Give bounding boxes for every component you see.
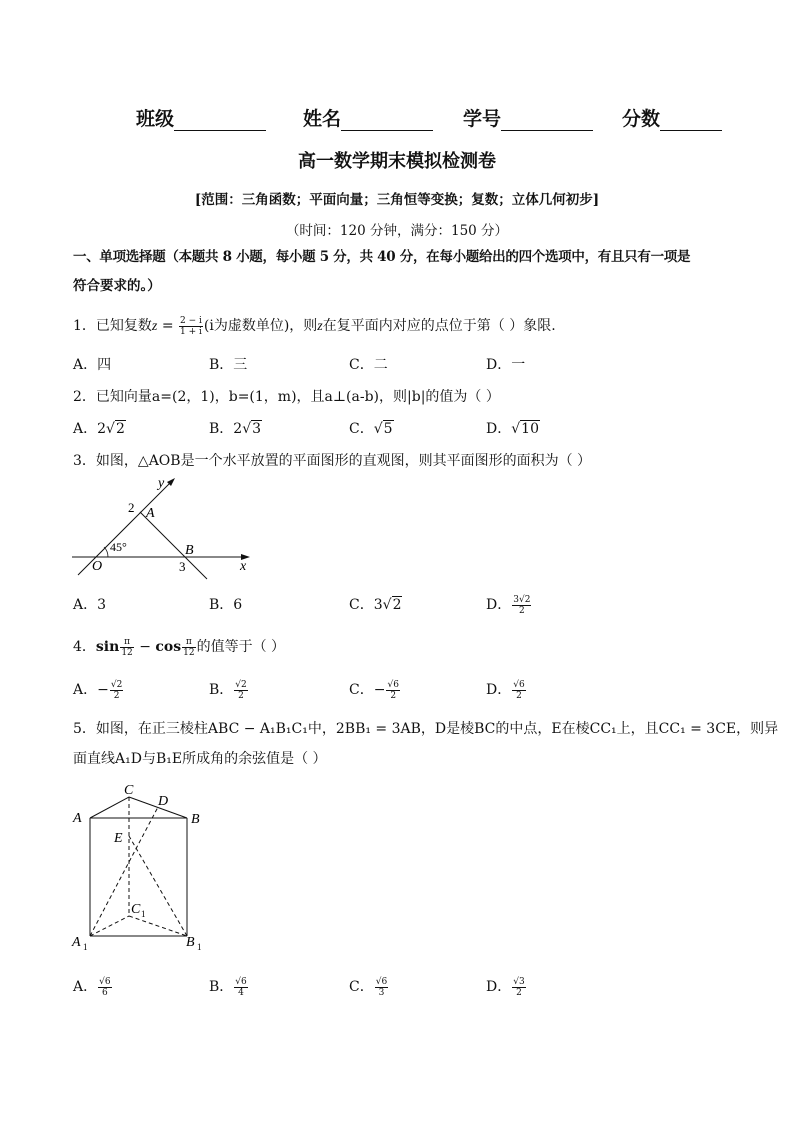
question-3 (73, 450, 733, 472)
q5-option-d-den: 2 (516, 987, 522, 998)
q4-option-b-den: 2 (238, 690, 244, 701)
q4-text: 的值等于（ ） (196, 639, 286, 655)
q2-option-a-sqrt: √2 (106, 421, 125, 437)
q4-cos: cos (155, 639, 182, 655)
q1-var-z2: z (317, 319, 323, 334)
q1-option-c-value: 二 (373, 357, 388, 373)
q5-option-b-num: √6 (235, 976, 247, 987)
q4-option-b-label: B． (209, 682, 234, 698)
q4-option-c-den: 2 (390, 690, 397, 701)
section-heading-line2: 符合要求的。） (73, 278, 161, 294)
q5-number: 5． (73, 721, 96, 737)
class-label: 班级 (136, 108, 175, 130)
q3-label-o: O (92, 559, 103, 574)
q5-option-b-label: B． (209, 979, 234, 995)
q3-option-d-num: 3√2 (513, 594, 531, 605)
q5-label-b: B (191, 812, 200, 827)
section-heading (73, 243, 733, 301)
q4-option-d-den: 2 (516, 690, 522, 701)
exam-time-info: （时间：120 分钟，满分：150 分） (285, 223, 509, 239)
q5-label-c1-sub: 1 (141, 909, 146, 919)
q2-option-b-coef: 2 (233, 421, 243, 437)
q3-option-c-sqrt: √2 (382, 597, 402, 613)
class-blank[interactable] (174, 111, 266, 131)
q4-option-a-sign: − (97, 682, 109, 698)
q3-label-x: x (240, 559, 247, 574)
q2-option-d-label: D． (486, 421, 512, 437)
q3-label-2: 2 (128, 500, 135, 515)
q4-frac-2-den: 12 (183, 647, 195, 658)
student-id-blank[interactable] (501, 111, 593, 131)
q4-frac-2 (182, 637, 195, 658)
q5-option-c[interactable] (349, 976, 389, 998)
q5-label-b1: B (186, 935, 195, 950)
q4-minus: − (134, 639, 156, 655)
q3-label-b: B (185, 543, 194, 558)
q2-option-b-radicand: 3 (252, 421, 262, 437)
q4-option-c-frac (386, 680, 399, 701)
q5-label-a1: A (72, 935, 81, 950)
q4-option-d[interactable] (486, 679, 527, 701)
q3-option-a-label: A． (73, 597, 98, 613)
q4-sin: sin (95, 639, 120, 655)
q1-option-d-label: D． (486, 357, 512, 373)
q1-text-c: 在复平面内对应的点位于第（ ）象限. (322, 318, 556, 334)
q1-fraction (179, 316, 203, 337)
q4-option-a-num: √2 (110, 679, 123, 690)
q2-option-d-radicand: 10 (521, 421, 539, 437)
q2-option-b-label: B． (209, 421, 234, 437)
q3-label-y: y (158, 476, 165, 491)
q5-option-a-num: √6 (99, 976, 111, 987)
q1-option-c-label: C． (349, 357, 374, 373)
student-id-label: 学号 (463, 108, 502, 130)
q1-option-a-value: 四 (97, 357, 112, 373)
q5-line1: 如图，在正三棱柱ABC − A₁B₁C₁中，2BB₁ = 3AB，D是棱BC的中点，E在棱CC₁上，且CC₁ = 3CE，则异 (95, 721, 779, 737)
q3-figure (70, 474, 260, 584)
q5-label-c: C (124, 783, 134, 798)
q1-eq: = (157, 318, 179, 334)
q1-option-d-value: 一 (511, 357, 526, 373)
q3-option-a-value: 3 (97, 597, 107, 613)
q3-option-c[interactable] (349, 594, 402, 616)
q5-option-c-frac (375, 977, 388, 998)
q4-option-c-sign: − (373, 682, 386, 698)
q5-option-a-den: 6 (101, 987, 108, 998)
q5-option-b-den: 4 (238, 987, 244, 998)
q3-option-b-value: 6 (233, 597, 243, 613)
q4-frac-2-num: π (182, 637, 195, 648)
q5-label-a: A (73, 811, 82, 826)
q4-option-b-frac (234, 680, 247, 701)
q3-option-d-den: 2 (518, 605, 525, 616)
q3-option-b[interactable] (209, 594, 242, 616)
q5-option-d-num: √3 (513, 976, 525, 987)
q3-option-c-radicand: 2 (392, 597, 402, 613)
q3-option-c-coef: 3 (373, 597, 383, 613)
q1-frac-num: 2 − i (180, 315, 202, 326)
q3-option-b-label: B． (209, 597, 234, 613)
q4-option-a-label: A． (73, 682, 98, 698)
q1-option-c[interactable] (349, 354, 388, 376)
q5-option-d-label: D． (486, 979, 512, 995)
q3-number: 3． (73, 453, 96, 469)
q2-option-b-sqrt: √3 (242, 421, 262, 437)
q4-option-c-num: √6 (387, 679, 399, 690)
q1-option-b-label: B． (209, 357, 234, 373)
q2-option-b[interactable] (209, 418, 262, 440)
score-blank[interactable] (660, 111, 722, 131)
q5-option-a[interactable] (73, 976, 113, 998)
q1-text-a: 已知复数 (95, 318, 152, 334)
student-id-field[interactable] (463, 104, 593, 131)
q3-option-d[interactable] (486, 594, 532, 616)
score-field[interactable] (622, 104, 722, 131)
q2-option-c[interactable] (349, 418, 394, 440)
q1-var-z: z (151, 319, 158, 334)
question-1 (73, 315, 733, 338)
q4-frac-1 (120, 637, 133, 658)
q1-option-a-label: A． (73, 357, 98, 373)
name-field[interactable] (303, 104, 433, 131)
q4-option-b[interactable] (209, 679, 249, 701)
q5-figure (70, 778, 220, 958)
q1-option-d[interactable] (486, 354, 525, 376)
q3-label-3: 3 (179, 559, 186, 574)
q3-label-a: A (146, 506, 155, 521)
q2-number: 2． (73, 389, 96, 405)
question-4 (73, 636, 733, 658)
q5-option-a-label: A． (73, 979, 98, 995)
q2-option-a[interactable] (73, 418, 126, 440)
q3-option-d-label: D． (486, 597, 512, 613)
q2-option-d[interactable] (486, 418, 540, 440)
q5-line2: 面直线A₁D与B₁E所成角的余弦值是（ ） (73, 751, 327, 767)
q5-label-b1-sub: 1 (197, 942, 202, 952)
q5-option-c-label: C． (349, 979, 374, 995)
exam-scope: [范围：三角函数；平面向量；三角恒等变换；复数；立体几何初步] (194, 192, 600, 208)
q5-label-d: D (158, 794, 169, 809)
q5-option-b[interactable] (209, 976, 249, 998)
name-label: 姓名 (303, 108, 342, 130)
q4-frac-1-den: 12 (121, 647, 133, 658)
q2-option-a-label: A． (73, 421, 98, 437)
q4-option-c[interactable] (349, 679, 401, 701)
exam-title: 高一数学期末模拟检测卷 (298, 151, 496, 172)
q1-frac-den: 1 + i (180, 326, 202, 337)
q5-option-a-frac (98, 977, 111, 998)
q4-option-a-frac (110, 680, 123, 701)
q4-option-d-frac (512, 680, 525, 701)
q1-text-b: (i为虚数单位)，则 (203, 318, 318, 334)
q4-frac-1-num: π (120, 637, 133, 648)
q2-option-a-coef: 2 (97, 421, 107, 437)
q4-option-a[interactable] (73, 679, 124, 701)
q1-option-a[interactable] (73, 354, 111, 376)
score-label: 分数 (622, 108, 661, 130)
q3-option-c-label: C． (349, 597, 374, 613)
q3-option-a[interactable] (73, 594, 106, 616)
q5-option-d-frac (512, 977, 525, 998)
q5-label-c1: C (131, 902, 141, 917)
q2-option-c-sqrt: √5 (373, 421, 393, 437)
q1-number: 1． (73, 318, 96, 334)
q2-option-c-radicand: 5 (383, 421, 393, 437)
q3-text: 如图，△AOB是一个水平放置的平面图形的直观图，则其平面图形的面积为（ ） (95, 453, 592, 469)
q2-text: 已知向量a=(2，1)，b=(1，m)，且a⊥(a-b)，则|b|的值为（ ） (95, 389, 500, 405)
q4-option-d-label: D． (486, 682, 512, 698)
q4-option-a-den: 2 (113, 690, 120, 701)
q4-number: 4． (73, 639, 96, 655)
q4-option-b-num: √2 (235, 679, 247, 690)
question-5 (73, 714, 779, 774)
q4-option-c-label: C． (349, 682, 374, 698)
q5-label-e: E (114, 831, 123, 846)
q5-option-b-frac (234, 977, 247, 998)
q5-option-c-num: √6 (375, 976, 388, 987)
q2-option-a-radicand: 2 (115, 421, 125, 437)
q4-option-d-num: √6 (513, 679, 525, 690)
name-blank[interactable] (341, 111, 433, 131)
q1-option-b[interactable] (209, 354, 247, 376)
section-heading-line1: 一、单项选择题（本题共 8 小题，每小题 5 分，共 40 分，在每小题给出的四个选项中，有且只有一项是 (73, 249, 691, 265)
q3-label-angle: 45° (110, 540, 127, 554)
q3-option-d-frac (512, 595, 531, 616)
q5-option-c-den: 3 (378, 987, 385, 998)
q5-option-d[interactable] (486, 976, 527, 998)
class-field[interactable] (136, 104, 266, 131)
q2-option-c-label: C． (349, 421, 374, 437)
q5-label-a1-sub: 1 (83, 942, 88, 952)
q1-option-b-value: 三 (233, 357, 248, 373)
question-2 (73, 386, 733, 408)
q2-option-d-sqrt: √10 (511, 421, 539, 437)
